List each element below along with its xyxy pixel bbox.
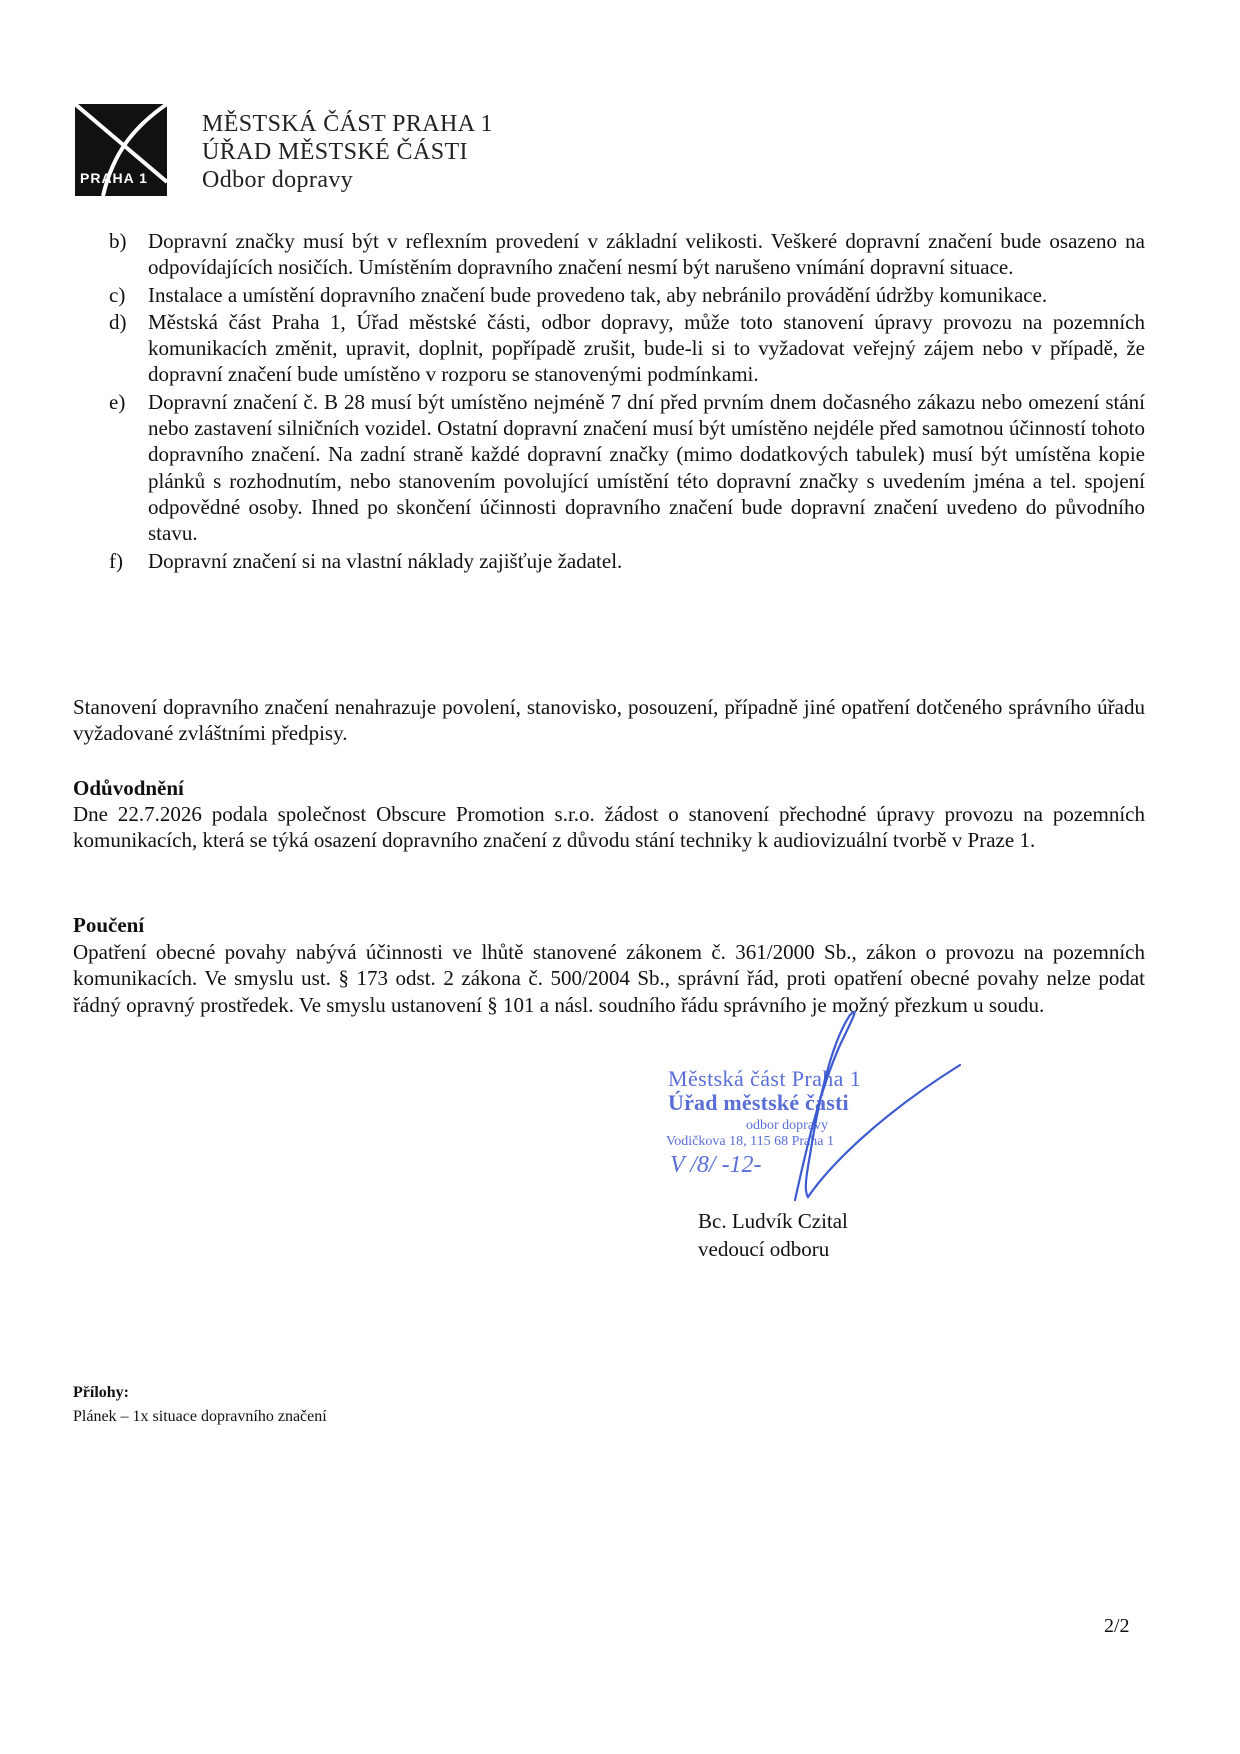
attachments-section [73, 1381, 327, 1429]
signer-name: Bc. Ludvík Czital [698, 1209, 848, 1233]
condition-text: Dopravní značení si na vlastní náklady zajišťuje žadatel. [148, 548, 623, 573]
condition-marker: e) [109, 389, 126, 414]
condition-item-b [103, 228, 1145, 281]
condition-item-f [103, 548, 1145, 574]
condition-item-c [103, 282, 1145, 308]
signer-block [698, 1207, 848, 1263]
condition-marker: f) [109, 548, 123, 573]
logo-label: PRAHA 1 [80, 170, 148, 186]
condition-marker: b) [109, 229, 127, 253]
justification-title: Odůvodnění [73, 776, 184, 800]
signature-mark [700, 985, 970, 1205]
signer-title: vedoucí odboru [698, 1237, 830, 1261]
stamp-office: Úřad městské části [668, 1090, 849, 1115]
conditions-list [103, 228, 1145, 575]
attachment-item: Plánek – 1x situace dopravního značení [73, 1408, 327, 1425]
header-department: Odbor dopravy [202, 167, 354, 193]
instruction-title: Poučení [73, 913, 145, 937]
praha1-logo [75, 104, 167, 196]
condition-item-d [103, 309, 1145, 388]
page-number: 2/2 [1104, 1615, 1130, 1637]
instruction-text: Opatření obecné povahy nabývá účinnosti ve lhůtě stanovené zákonem č. 361/2000 Sb., zákon o provozu na pozemních komunikacích. Ve smyslu ust. § 173 odst. 2 zákona č. 500/2004 Sb., správní řád, proti opatření obecné povahy nelze podat řádný opravný prostředek. Ve smyslu ustanovení § 101 a násl. soudního řádu správního je možný přezkum u soudu. [73, 940, 1145, 1017]
attachments-title: Přílohy: [73, 1384, 129, 1401]
stamp-district: Městská část Praha 1 [668, 1066, 862, 1091]
condition-text: Městská část Praha 1, Úřad městské části, odbor dopravy, může toto stanovení úpravy provozu na pozemních komunikacích změnit, upravit, doplnit, popřípadě zrušit, bude-li si to vyžadovat veřejný zájem nebo v případě, že dopravní značení bude umístěno v rozporu se stanovenými podmínkami. [148, 309, 1145, 387]
stamp-department: odbor dopravy [746, 1118, 829, 1133]
stamp-address: Vodičkova 18, 115 68 Praha 1 [666, 1134, 834, 1149]
condition-item-e [103, 389, 1145, 547]
condition-text: Dopravní značky musí být v reflexním provedení v základní velikosti. Veškeré dopravní značení bude osazeno na odpovídajících nosičích. Umístěním dopravního značení nesmí být narušeno vnímání dopravní situace. [148, 229, 1145, 280]
justification-text: Dne 22.7.2026 podala společnost Obscure Promotion s.r.o. žádost o stanovení přechodné úpravy provozu na pozemních komunikacích, která se týká osazení dopravního značení z důvodu stání techniky k audiovizuální tvorbě v Praze 1. [73, 802, 1145, 853]
condition-text: Instalace a umístění dopravního značení bude provedeno tak, aby nebránilo provádění údržby komunikace. [148, 282, 1048, 307]
statement-paragraph: Stanovení dopravního značení nenahrazuje povolení, stanovisko, posouzení, případně jiné opatření dotčeného správního úřadu vyžadované zvláštními předpisy. [73, 695, 1145, 746]
condition-marker: d) [109, 309, 127, 334]
condition-marker: c) [109, 282, 126, 307]
header-office: ÚŘAD MĚSTSKÉ ČÁSTI [202, 139, 468, 165]
condition-text: Dopravní značení č. B 28 musí být umístěno nejméně 7 dní před prvním dnem dočasného zákazu nebo omezení stání nebo zastavení silničních vozidel. Ostatní dopravní značení musí být umístěno nejdéle před samotnou účinností tohoto dopravního značení. Na zadní straně každé dopravní značky (mimo dodatkových tabulek) musí být umístěna kopie plánků s rozhodnutím, nebo stanovením povolující umístění této dopravní značky s uvedením jména a tel. spojení odpovědné osoby. Ihned po skončení účinnosti dopravního značení bude dopravní značení uvedeno do původního stavu. [148, 389, 1145, 546]
stamp-handwritten-note: V /8/ -12- [670, 1152, 762, 1178]
document-header [202, 110, 493, 194]
header-district: MĚSTSKÁ ČÁST PRAHA 1 [202, 111, 493, 137]
